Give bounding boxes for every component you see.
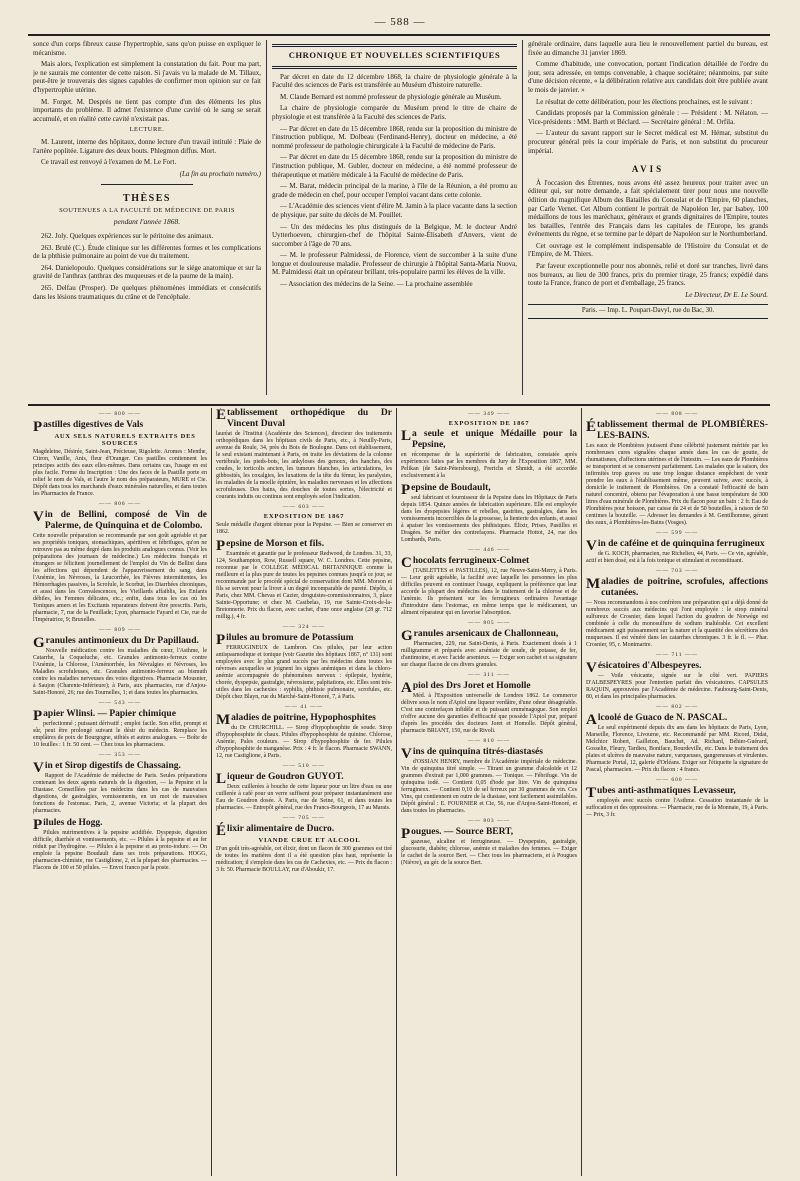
ad-title [401, 429, 577, 451]
ad-banner: EXPOSITION DE 1867 [263, 513, 345, 520]
ad-title-rest: ranules antimonieux du Dr Papillaud. [45, 636, 199, 646]
ad-title-rest: lixir alimentaire de Ducro. [227, 824, 335, 834]
ad-title [216, 823, 392, 839]
ad-title [33, 760, 207, 776]
right-paragraph: générale ordinaire, dans laquelle aura lieu le renouvellement partiel du bureau, est fixée au dimanche 31 janvier 1869. [528, 40, 768, 57]
ad-body: Examinée et garantie par le professeur Redwood, de Londres. 31, 33, 124, Southampton, Row, Russell square, W. C. Londres. Cette pepsine, reconnue par le COLLÈGE MÉDICAL BRITANNIQUE comme la meilleure et la plus pure de toutes les pepsines connues jusqu'à ce jour, se recommande par le procédé spécial de conservation dont MM. Morson et fils se servent pour la livrer à un degré incomparable de pureté. Dépôts, à Paris, chez MM. Chevas et Cazier, droguistes-commissionnaires, 3, place Sainte-Opportune; et chez M. Castbelas, 19, rue Sainte-Croix-de-la-Bretonnerie. Prix du flacon, avec cachet, d'une once anglaise (28 gr. 712 millig.), 4 fr. [216, 551, 392, 620]
ad-body: perfectionné ; puissant dérivatif ; emploi facile. Son effet, prompt et sûr, peut être prolongé suivant le désir du médecin. Remplace les emplâtres de poix de Bourgogne, stibiés et autres analogues. — Boîte de 10 feuilles : 1 fr. 50 cent. — Chez tous les pharmaciens. [33, 721, 207, 748]
left-column [33, 40, 261, 400]
ad-initial: P [33, 419, 43, 435]
right-paragraph: Le résultat de cette délibération, pour les élections prochaines, est le suivant : [536, 97, 753, 106]
ad-number: —— 510 —— [216, 763, 392, 770]
ad-number: —— 806 —— [33, 501, 207, 508]
advertisement [401, 672, 577, 735]
advertisement [33, 752, 207, 815]
ad-initial: T [586, 785, 597, 801]
advertisement [401, 620, 577, 669]
ad-title-rest: epsine de Morson et fils. [226, 539, 325, 549]
chronicle-paragraph: — L'Académie des sciences vient d'élire M. Jamin à la place vacante dans la section de physique, par suite du décès de M. Pouillet. [272, 202, 517, 219]
ad-body: Pilules nutrimentives à la pepsine acidifiée. Dyspepsie, digestion difficile, diarrhée et vomissements, etc. — Pilules à la pepsine et au fer réduit par l'hydrogène. — Pilules à la pepsine et au proto-iodure. — On emploie la pepsine Boudault dans ses trois préparations. HOGG, pharmacien-chimiste, rue Castiglione, 2, et la plupart des pharmacies. — Flacons de 100 et 50 pilules. — Envoi franco par la poste. [33, 830, 207, 871]
chronicle-paragraph: — Association des médecins de la Seine. — La prochaine assemblée [280, 280, 473, 289]
advertisement [216, 704, 392, 760]
ad-title-rest: piol des Drs Joret et Homolle [412, 681, 531, 691]
continued-note: (La fin au prochain numéro.) [179, 169, 261, 178]
ad-title [33, 419, 207, 435]
ad-title-rest: tablissement orthopédique du Dr Vincent Duval [227, 408, 392, 429]
ad-number: —— 603 —— [216, 504, 392, 511]
ad-title-rest: ranules arsenicaux de Challonneau, [413, 629, 559, 639]
ad-body: Cette nouvelle préparation se recommande par son goût agréable et par ses propriétés toniques, stomachiques, apéritives et fébrifuges, qu'on ne retrouve pas au même degré dans les produits analogues connus. (Voir les préparations des journaux de médecine.) Les médecins français et étrangers se félicitent journellement de l'emploi du Vin de Bellini dans les affections qui dépendent de l'appauvrissement du sang, dans l'Anémie, les Névroses, la Leucorrhée, les Fièvres intermittentes, les Hémorrhagies passives, la Scrofule, le Scorbut, les Diarrhées chroniques, et aussi dans les Convalescences, les Vieillards affaiblis, les Enfants débiles, les Femmes délicates, etc.; enfin, dans tous les cas où les Toniques amers et les Excitants reparateurs doivent être prescrits. Paris, pharmacie, 7, rue de la Feuillade; Lyon, pharmacie Fayard et Cie, rue de l'Impératrice, 9; Bruxelles. [33, 533, 207, 623]
ad-title [33, 708, 207, 724]
ad-initial: G [33, 635, 45, 651]
ad-number: —— 803 —— [401, 818, 577, 825]
ad-title-rest: iqueur de Goudron GUYOT. [227, 772, 344, 782]
advertisement [401, 483, 577, 544]
ad-number: —— 349 —— [401, 411, 577, 418]
ad-title-rest: tablissement thermal de PLOMBIÈRES-LES-BAINS. [597, 420, 768, 441]
ad-initial: V [33, 760, 44, 776]
right-paragraph: Comme d'habitude, une convocation, portant l'indication détaillée de l'ordre du jour, sera adressée, en temps convenable, à chaque sociétaire; néanmoins, par suite d'une décision récente, « la délibération relative aux candidats doit être publiée avant le mois de janvier. » [528, 60, 768, 94]
ad-title-rest: a seule et unique Médaille pour la Pepsine, [412, 429, 577, 450]
lecture-label: LECTURE. [129, 126, 165, 134]
ad-initial: A [586, 712, 597, 728]
ad-initial: M [216, 712, 231, 728]
ad-body: Rapport de l'Académie de médecine de Paris. Seules préparations contenant les deux agents naturels de la digestion, — la Pepsine et la Diastase. Conseillées par les médecins dans les cas de mauvaises digestions, de gastralgies, vomissements, en un mot de mauvaises fonctions de l'estomac. Paris, 2, avenue Victoria; et la plupart des pharmacies. [33, 773, 207, 814]
chronicle-paragraph: — M. Barat, médecin principal de la marine, à l'île de la Réunion, a été promu au grade de médecin en chef, pour occuper l'emploi vacant dans cette colonie. [272, 182, 517, 199]
avis-paragraph: Par faveur exceptionnelle pour nos abonnés, relié et doré sur tranches, livré dans nos bureaux, au lieu de 300 francs, prix du premier tirage, 25 francs; expédié dans toute la France, franco de port et d'emballage, 25 francs. [528, 262, 768, 288]
thesis-item: 262. Joly. Quelques expériences sur le péritoine des animaux. [41, 232, 214, 241]
ad-body: Les eaux de Plombières jouissent d'une célébrité justement méritée par les nombreuses cures signalées chaque année dans les cas de goutte, de rhumatismes, d'affections utérines et de l'intestin. — Les eaux de Plombières se transportent et se conservent parfaitement. Les malades que la saison, des infirmités trop graves ou une trop longue distance empêchent de venir prendre les eaux à l'établissement même, peuvent suivre, avec succès, à domicile le traitement de Plombières. On a constaté l'efficacité de bain naturel concentré, obtenu par l'évaporation à une basse température de 300 litres d'eau minérale de Plombières. Prix du flacon pour un bain : 2 fr. Eau de Plombières pour boisson, par caisse de 24 et de 50 bouteilles, à raison de 50 centimes la bouteille. — Adresser les demandes à M. Gentilhomme, gérant des eaux, à Plombières-les-Bains (Vosges). [586, 443, 768, 526]
ad-body: Le seul expérimenté depuis dix ans dans les hôpitaux de Paris, Lyon, Marseille, Florence, Livourne, etc. Recommandé par MM. Ricord, Didat, Melchior Robert, Gailleton, Bauchet, Ad. Richard, Béhier-Guérard, Gosselin, Fleury, Tardieu, Boniface, Bourdeville, etc. Dans le traitement des plaies et ulcères de mauvaise nature, varqueuses, gangreneuses et virulentes. Pharmacie Portal, 12, galerie d'Orléans. Exiger sur l'étiquette la signature de Pascal, pharmacien. — Prix du flacon : 4 francs. [586, 725, 768, 773]
ad-title [586, 420, 768, 442]
ad-title-rest: in et Sirop digestifs de Chassaing. [44, 761, 181, 771]
top-rule [28, 34, 770, 36]
ad-title-rest: in de Bellini, composé de Vin de Palerme, de Quinquina et de Colombo. [44, 510, 207, 531]
lecture-note: Ce travail est renvoyé à l'examen de M. Le Fort. [41, 158, 177, 167]
left-paragraph: M. Forget. M. Després ne tient pas compte d'un des éléments les plus importants du problème. Il admet l'existence d'une cavité où le sang se serait accumulé, et en réalité cette cavité n'existait pas. [33, 97, 261, 123]
ad-number: —— 805 —— [401, 620, 577, 627]
right-column [528, 40, 768, 400]
ads-column-2 [216, 408, 392, 1176]
ad-title-rest: astilles digestives de Vals [43, 420, 144, 430]
advertisement [586, 411, 768, 527]
ad-number: —— 600 —— [586, 777, 768, 784]
ad-title-rest: ubes anti-asthmatiques Levasseur, [597, 786, 736, 796]
avis-paragraph: À l'occasion des Étrennes, nous avons été assez heureux pour traiter avec un éditeur qui, sur notre demande, a fait spécialement tirer pour nous une nouvelle édition du magnifique Album des Batailles du Consulat et de l'Empire, 60 planches, par Carle Vernet. Cet Album contient le portrait de Napoléon Ier, par Isabey, 100 médaillons de tous les maréchaux, généraux et grands dignitaires de l'Empire, toutes les batailles, l'entrée des Français dans les capitales de l'Europe, les grands événements du règne, et se termine par le départ de Napoléon sur le Northumberland. [528, 178, 768, 239]
ad-body: employés avec succès contre l'Asthme. Cessation instantanée de la suffocation et des oppressions. — Pharmacie, rue de la Monnaie, 19, à Paris. — Prix, 3 fr. [586, 798, 768, 818]
ad-body: de G. KOCH, pharmacien, rue Richelieu, 44, Paris. — Ce vin, agréable, actif et bien dosé, est à la fois tonique et stimulant et reconstituant. [586, 551, 768, 564]
ad-number: —— 311 —— [401, 672, 577, 679]
ad-title [33, 510, 207, 532]
ad-title-rest: ilules au bromure de Potassium [226, 633, 354, 643]
ad-banner: AUX SELS NATURELS EXTRAITS DES SOURCES [54, 433, 196, 447]
ads-column-3 [401, 408, 577, 1176]
advertisement [586, 704, 768, 774]
ad-body: gazeuse, alcaline et ferrugineuse. — Dyspepsies, gastralgie, glucosurie, diabète; chlorose, anémie et maladies des femmes. — Exiger le cachet de la source Bert. — Chez tous les pharmaciens, et à Pougues (Nièvre), au gér. de la source Bert. [401, 839, 577, 866]
thesis-item: 264. Danielopoulo. Quelques considérations sur le siége anatomique et sur la gravité de l'anthrax (anthrax des muqueuses et de la paume de la main). [33, 263, 261, 281]
ad-title [586, 712, 768, 728]
ad-body: Pharmacien, 229, rue Saint-Denis, à Paris. Exactement dosés à 1 milligramme et préparés avec arséniate de soude, de potasse, de fer, d'antimoine, et avec l'acide arsenieux. — Exiger son cachet et sa signature sur chaque flacon de ces divers granules. [401, 641, 577, 668]
advertisement [33, 501, 207, 624]
ad-title [216, 771, 392, 787]
ad-title [33, 817, 207, 833]
chronicle-paragraph: — Un des médecins les plus distingués de la Belgique, M. le docteur André Uytterhoeven, chirurgien-chef de l'hôpital Sainte-Élisabeth d'Anvers, vient de succomber à l'âge de 70 ans. [272, 222, 517, 248]
advertisement [33, 411, 207, 498]
section-rule [28, 404, 770, 406]
ad-number: —— 324 —— [216, 624, 392, 631]
ads-column-1 [33, 408, 207, 1176]
director-signature: Le Directeur, Dr E. Le Sourd. [685, 290, 768, 299]
middle-column [272, 40, 517, 400]
ad-number: —— 808 —— [586, 411, 768, 418]
advertisement [216, 408, 392, 501]
advertisement [216, 624, 392, 701]
advertisement [33, 818, 207, 872]
ad-number: —— 705 —— [216, 815, 392, 822]
ad-initial: É [216, 408, 227, 423]
advertisement [401, 547, 577, 617]
left-paragraph: sonce d'un corps fibreux cause l'hypertrophie, sans qu'on puisse en expliquer le mécanisme. [33, 40, 261, 57]
ad-body: du Dr CHURCHILL. — Sirop d'hypophosphite de soude. Sirop d'hypophosphite de chaux. Pilules d'hypophosphite de quinine. Chlorose, Anémie, Pales couleurs. — Sirop d'hypophosphite de fer. Pilules d'hypophosphite de manganèse. Prix : 4 fr. le flacon. Pharmacie SWANN, 12, rue Castiglione, à Paris. [216, 725, 392, 759]
ad-initial: L [216, 771, 227, 787]
column-rule [266, 40, 267, 395]
avis-paragraph: Cet ouvrage est le complément indispensable de l'Histoire du Consulat et de l'Empire, de M. Thiers. [528, 241, 768, 259]
ad-number: —— 543 —— [33, 700, 207, 707]
thesis-item: 263. Brulé (C.). Étude clinique sur les différentes formes et les complications de la phthisie pulmonaire au point de vue du traitement. [33, 243, 261, 261]
ad-body: Deux cuillerées à bouche de cette liqueur pour un litre d'eau ou une cuillerée à café pour un verre suffisent pour préparer instantanément une Eau de Goudron dosée. À Paris, rue de Seine, 61, et dans toutes les pharmacies. — Entrepôt général, rue des Francs-Bourgeois, 17 au Marais. [216, 784, 392, 811]
ad-title [401, 680, 577, 696]
ad-initial: P [401, 826, 411, 842]
ad-initial: C [401, 555, 412, 571]
ad-initial: É [216, 823, 227, 839]
column-rule [211, 408, 212, 1176]
ad-body: D'un goût très-agréable, cet élixir, dont un flacon de 300 grammes est tiré de toutes les matières dont il a été question plus haut, représente la médication; il s'emploie dans les cas de Cachexies, etc. — Prix du flacon : 3 fr. 50. Pharmacie BOULLAY, rue d'Aboukir, 17. [216, 846, 392, 873]
ad-initial: V [586, 660, 597, 676]
divider [101, 184, 192, 185]
ad-number: —— 353 —— [33, 752, 207, 759]
ad-banner: EXPOSITION DE 1867 [448, 420, 530, 427]
imprint-line: Paris. — Imp. L. Poupart-Davyl, rue du Bac, 30. [528, 304, 768, 319]
column-rule [581, 408, 582, 1176]
ad-body: FERRUGINEUX de Lambron. Ces pilules, par leur action antispasmodique et tonique (voir Gazette des hôpitaux 1867, nº 131) sont employées avec le plus grand succès par les médecins dans toutes les névroses auxquelles se joignent les signes anémiques et dans la chloro-anémie accompagnée de phénomènes nerveux : épilepsie, hystérie, chorée, dyspepsie, gastralgie, névrosisme, palpitations, etc. Elles sont très-utiles dans les cachexies : syphilis, phthisie pulmonaire, scrofules, etc. Dépôt chez Blayn, rue du Marché-Saint-Honoré, 7, à Paris. [216, 645, 392, 700]
ad-title [586, 660, 768, 676]
advertisement [586, 568, 768, 649]
ad-body: — Voile vésicante, signée sur le côté vert. PAPIERS D'ALBESPEYRES pour l'entretien parfait des vésicatoires. CAPSULES RAQUIN, approuvées par l'Académie de médecine. Faubourg-Saint-Denis, 80, et dans les principales pharmacies. [586, 673, 768, 700]
ad-body: — Nous recommandons à nos confrères une préparation qui a déjà donné de nombreux succès aux médecins qui l'ont employée : le sirop minéral sulfureux de Crosnier, dans lequel l'action du goudron de Norwège est combinée à celle du monosulfure de sodium inaltérable. Cet excellent médicament agit puissamment sur la nature et la quantité des sécrétions des muqueuses. Il est vénéré dans les catarrhes chroniques. 3 fr. le fl. — Phar. Crosnier, 95, r. Montmartre. [586, 600, 768, 648]
chronicle-paragraph: La chaire de physiologie comparée du Muséum prend le titre de chaire de physiologie et est transférée à la Faculté des sciences de Paris. [272, 104, 517, 121]
ad-initial: V [586, 538, 597, 554]
advertisement [586, 530, 768, 565]
ad-title [216, 632, 392, 648]
ad-number: —— 703 —— [586, 568, 768, 575]
ad-number: —— 711 —— [586, 652, 768, 659]
ad-title [586, 538, 768, 554]
theses-title: THÈSES [123, 193, 171, 205]
column-rule [396, 408, 397, 1176]
ad-initial: P [33, 817, 43, 833]
ad-initial: V [33, 509, 44, 525]
chronicle-paragraph: — Par décret en date du 15 décembre 1868, rendu sur la proposition du ministre de l'instruction publique, M. Gubler, docteur en médecine, a été nommé professeur de thérapeutique et matière médicale à la Faculté de médecine de Paris. [272, 153, 517, 179]
ad-body: d'OSSIAN HENRY, membre de l'Académie impériale de médecine. Vin de quinquina titré simple. — Titrant un gramme d'alcaloïde et 12 grammes d'extrait par 1,000 grammes. — Tonique. — Fébrifuge. Vin de quinquina iodé. — Contient 0,05 d'iode par litre. Vin de quinquina ferrugineux. — Contient 0,10 de sel ferreux par 30 grammes de vin. Ces Vins, qui contiennent en outre de la diastase, sont facilement assimilables. Dépôt général : E. FOURNIER et Cie, 56, rue d'Anjou-Saint-Honoré, et dans toutes les pharmacies. [401, 759, 577, 814]
chronicle-paragraph: Par décret en date du 12 décembre 1868, la chaire de physiologie générale à la Faculté des sciences de Paris est transférée au Muséum d'histoire naturelle. [272, 72, 517, 90]
advertisement [401, 411, 577, 427]
ad-title-rest: in de caféine et de quinquina ferrugineux [597, 539, 765, 549]
ad-title [216, 712, 392, 728]
ad-initial: P [33, 708, 43, 724]
ad-title-rest: epsine de Boudault, [411, 483, 491, 493]
double-rule [272, 66, 517, 69]
ad-title-rest: aladies de poitrine, Hypophosphites [231, 713, 376, 723]
advertisement [401, 818, 577, 867]
ad-body: Méd. à l'Exposition universelle de Londres 1862. Le commerce délivre sous le nom d'Apiol une liqueur verdâtre, d'une odeur désagréable. C'est une contrefaçon infidèle et de puissant emménagogue. Son emploi n'offre aucune des garanties d'efficacité que possède l'Apiol pur, préparé d'après les procédés des docteurs Joret et Homolle. Dépôt général, pharmacie BRIANT, 150, rue de Rivoli. [401, 693, 577, 734]
ad-initial: A [401, 680, 412, 696]
theses-year: pendant l'année 1868. [113, 216, 181, 226]
ad-title-rest: ésicatoires d'Albespeyres. [597, 661, 702, 671]
advertisement [216, 763, 392, 812]
advertisement [216, 815, 392, 874]
ad-initial: P [216, 538, 226, 554]
ad-number: —— 599 —— [586, 530, 768, 537]
ad-initial: L [401, 428, 412, 444]
ad-body: Magdeleine, Désirée, Saint-Jean, Précieuse, Rigolette. Aromes : Menthe, Citron, Vanille, Anis, fleur d'Oranger. Ces pastilles contiennent les principes actifs des eaux elles-mêmes. Dans certains cas, l'usage en est plus facile. Forme du Inscription : Une des faces de la Pastille porte en relief le nom de Vals, et l'autre le nom des préparateurs, MURE et Cie. Dépôt dans tous les marchands d'eaux minérales naturelles, et dans toutes les Pharmacies de France. [33, 449, 207, 497]
ad-title [401, 482, 577, 498]
ad-title-rest: lcoolé de Guaco de N. PASCAL. [597, 713, 728, 723]
ad-title-rest: ins de quinquina titrés-diastasés [412, 747, 543, 757]
ad-title-rest: ilules de Hogg. [43, 818, 103, 828]
ad-title-rest: hocolats ferrugineux-Colmet [412, 556, 530, 566]
ad-number: —— 809 —— [33, 627, 207, 634]
ad-title [586, 785, 768, 801]
ad-initial: P [216, 632, 226, 648]
ad-number: —— 802 —— [586, 704, 768, 711]
ad-number: —— 800 —— [33, 411, 207, 418]
right-paragraph: Candidats proposés par la Commission générale : — Président : M. Nélaton. — Vice-présidents : MM. Barth et Béclard. — Secrétaire général : M. Orfila. [528, 109, 768, 126]
ad-body: Nouvelle médication contre les maladies du cœur, l'Asthme, le Catarrhe, la Coqueluche, etc. Granules antimonio-ferreux contre l'Anémie, la Chlorose, l'Aménorrhée, les Névralgies et Névroses, les Maladies scrofuleuses, etc. Granules antimonio-ferreux au bismuth contre les maladies nerveuses des voies digestives. Pharmacie Mousnier, à Saujon (Charente-Inférieure); à Paris, aux pharmacies, rue d'Anjou-Saint-Honoré, 26; rue des Tournelles, 1; et dans toutes les pharmacies. [33, 648, 207, 696]
ad-number: —— 810 —— [401, 738, 577, 745]
ad-banner: VIANDE CRUE ET ALCOOL [258, 837, 361, 844]
ad-initial: V [401, 746, 412, 762]
advertisement [216, 504, 392, 536]
advertisement [586, 652, 768, 701]
advertisement [586, 777, 768, 819]
ad-body: (TABLETTES et PASTILLES), 12, rue Neuve-Saint-Merry, à Paris. — Leur goût agréable, la facilité avec laquelle les personnes les plus difficiles peuvent en continuer l'usage, expliquent la préférence que leur accorde la plupart des médecins dans le traitement de la chlorose et de l'anémie. Ils présentent sur les ferrugineux ordinaires l'avantage d'introduire dans l'estomac, en même temps que le médicament, un aliment réparateur qui en favorise l'absorption. [401, 568, 577, 616]
theses-subtitle: SOUTENUES A LA FACULTÉ DE MÉDECINE DE PARIS [59, 206, 235, 214]
ad-body: Seule médaille d'argent obtenue pour la Pepsine. — Bien se conserver en 1862. [216, 522, 392, 535]
advertisement [401, 429, 577, 480]
advertisement [401, 738, 577, 815]
ad-title [216, 538, 392, 554]
advertisement [216, 539, 392, 621]
left-paragraph: Mais alors, l'explication est simplement la constatation du fait. Pour ma part, je ne saurais me contenter de cette raison. Si j'avais vu la malade de M. Tillaux, peut-être je trouverais des signes capables de confirmer mon opinion sur ce fait d'hypertrophie utérine. [33, 60, 261, 94]
ad-title [401, 555, 577, 571]
column-rule [522, 40, 523, 395]
ad-initial: É [586, 419, 597, 435]
ad-title-rest: aladies de poitrine, scrofules, affections cutanées. [601, 577, 768, 598]
advertisement [33, 700, 207, 749]
ad-body: lauréat de l'Institut (Académie des Sciences), directeur des traitements orthopédiques dans les hôpitaux civils de Paris, etc., à Neuilly-Paris, avenue du Roule, 34, près du Bois de Boulogne. Dans cet établissement, le seul existant maintenant à Paris, on traite les déviations de la colonne vertébrale, les pieds-bots, les ankyloses des genoux, des hanches, des coudes, le torticolis ancien, les tumeurs blanches, les articulations, les gibbosités, les coxalgies, les luxations de la tête du fémur, les paralysies, les maladies de la moelle épinière, les maladies nerveuses et les affections scrofuleuses. Des bains, des douches de toutes sortes, l'électricité et courants induits ou continus sont employés selon l'indication. [216, 431, 392, 500]
ad-title [216, 408, 392, 430]
ad-body: en récompense de la supériorité de fabrication, constatée après expériences faites par les membres du Jury de l'Exposition 1867, MM. Pelikan (de Saint-Pétersbourg), Frerichs et Shmidt, a été accordée exclusivement à la [401, 452, 577, 479]
ad-title [401, 628, 577, 644]
ad-initial: P [401, 482, 411, 498]
ad-title [401, 826, 577, 842]
ad-title-rest: ougues. — Source BERT, [411, 827, 514, 837]
ad-title [401, 746, 577, 762]
chronicle-title: CHRONIQUE ET NOUVELLES SCIENTIFIQUES [288, 50, 501, 60]
advertisement [33, 627, 207, 697]
right-paragraph: — L'auteur du savant rapport sur le Secret médical est M. Hémar, substitut du procureur général près la cour impériale de Paris, et non substitut du procureur impérial. [528, 129, 768, 155]
ad-number: —— 446 —— [401, 547, 577, 554]
chronicle-paragraph: M. Claude Bernard est nommé professeur de physiologie générale au Muséum. [280, 92, 502, 101]
ads-column-4 [586, 408, 768, 1176]
ad-title [33, 635, 207, 651]
ad-initial: M [586, 576, 601, 592]
ad-body: seul fabricant et fournisseur de la Pepsine dans les Hôpitaux de Paris depuis 1854. Quinze années de fabrication supérieure. Elle est employée dans les dyspepsies légères et rebelles, gastrites, gastralgies, dans les vomissements incoercibles de la grossesse, la lienterie des enfants, et aussi à apaiser les vomissements des phthisiques. Élixir, Prises, Pastilles et Dragées. Se méfier des contrefaçons. Pharmacie Hottot, 24, rue des Lombards, Paris. [401, 495, 577, 543]
chronicle-paragraph: — Par décret en date du 15 décembre 1868, rendu sur la proposition du ministre de l'instruction publique, M. Dolbeau (Ferdinand-Henry), docteur en médecine, a été nommé professeur de pathologie chirurgicale à la Faculté de médecine de Paris. [272, 124, 517, 150]
lecture-text: M. Laurent, interne des hôpitaux, donne lecture d'un travail intitulé : Plaie de l'artère poplitée. Ligature des deux bouts. Phlegmon diffus. Mort. [33, 137, 261, 155]
ad-title [586, 577, 768, 599]
avis-title: AVIS [631, 164, 665, 175]
ad-initial: G [401, 628, 413, 644]
ad-title-rest: apier Wlinsi. — Papier chimique [43, 709, 176, 719]
ad-number: —— 41 —— [216, 704, 392, 711]
page-number: — 588 — [374, 16, 426, 28]
thesis-item: 265. Delfau (Prosper). De quelques phénomènes immédiats et consécutifs dans les lésions traumatiques du crâne et de l'encéphale. [33, 284, 261, 301]
chronicle-paragraph: — M. le professeur Palmidessi, de Florence, vient de succomber à la suite d'une longue et douloureuse maladie. Professeur de chirurgie à l'hôpital Santa-Maria Nuova, M. Palmidessi était un opérateur brillant, très-populaire parmi les élèves de la ville. [272, 251, 517, 277]
double-rule [272, 44, 517, 47]
